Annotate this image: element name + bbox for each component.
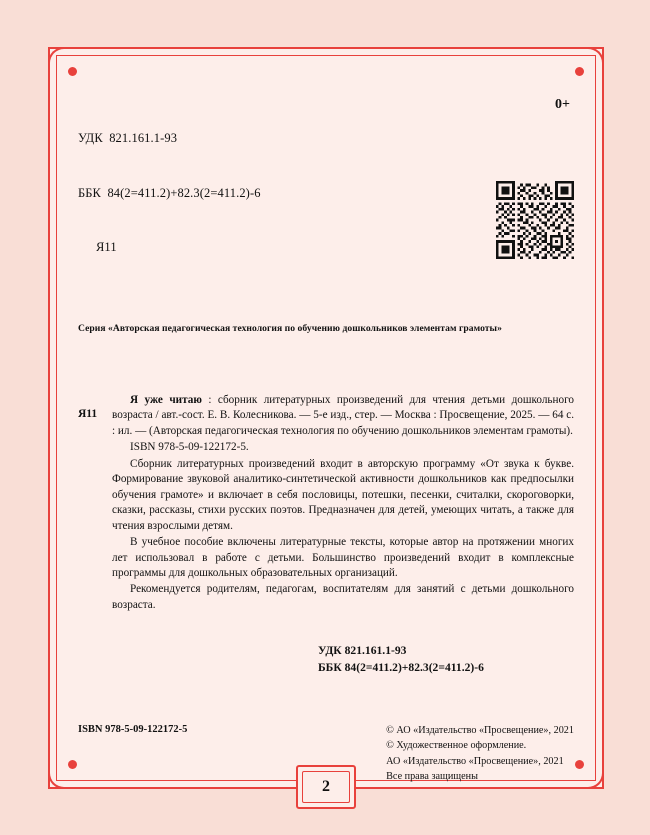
qr-code <box>496 181 574 259</box>
copyright-block <box>386 723 574 784</box>
annotation-paragraph-3: Рекомендуется родителям, педагогам, воспитателям для занятий с детьми дошкольного возраста. <box>112 583 574 611</box>
bibliographic-description <box>78 393 574 613</box>
udk-code-repeat: УДК 821.161.1-93 <box>318 644 407 657</box>
page-content <box>78 93 574 782</box>
footer-isbn: ISBN 978-5-09-122172-5 <box>78 724 188 735</box>
corner-ornament-top-right-icon <box>568 47 604 83</box>
corner-dot-top-left-icon <box>68 67 77 76</box>
book-page <box>48 47 604 795</box>
page-number <box>296 765 356 809</box>
copyright-line-2: © Художественное оформление. <box>386 740 527 752</box>
corner-ornament-top-left-icon <box>48 47 84 83</box>
title-statement <box>112 393 574 439</box>
copyright-line-4: Все права защищены <box>386 770 478 782</box>
corner-dot-bottom-left-icon <box>68 760 77 769</box>
bbk-code: ББК 84(2=411.2)+82.3(2=411.2)-6 <box>78 185 261 200</box>
series-title: Серия «Авторская педагогическая технология по обучению дошкольников элементам грамоты» <box>78 323 502 334</box>
classification-repeat <box>318 643 484 677</box>
copyright-line-1: © АО «Издательство «Просвещение», 2021 <box>386 725 574 736</box>
shelf-mark: Я11 <box>78 408 98 420</box>
classification-codes <box>78 93 261 292</box>
shelf-code: Я11 <box>96 240 117 254</box>
age-rating-badge: 0+ <box>555 97 570 112</box>
corner-dot-top-right-icon <box>575 67 584 76</box>
copyright-line-3: АО «Издательство «Просвещение», 2021 <box>386 755 564 767</box>
isbn-line: ISBN 978-5-09-122172-5. <box>130 441 249 454</box>
page-number-value: 2 <box>322 778 330 795</box>
bbk-code-repeat: ББК 84(2=411.2)+82.3(2=411.2)-6 <box>318 660 484 674</box>
udk-code: УДК 821.161.1-93 <box>78 131 178 146</box>
annotation-paragraph-2: В учебное пособие включены литературные тексты, которые автор на протяжении многих лет использовал в работе с детьми. Большинство произведений входит в комплексные программы для дошкольных образовательных организаций. <box>112 536 574 579</box>
annotation-paragraph-1: Сборник литературных произведений входит в авторскую программу «От звука к букве. Формирование звуковой аналитико-синтетической активности дошкольников как предпосылки обучения грамоте» и включает в себя пословицы, потешки, песенки, считалки, скороговорки, сказки, рассказы, стихи русских поэтов. Предназначен для детей, умеющих читать, а также для чтения взрослыми детям. <box>112 457 574 532</box>
book-title: Я уже читаю <box>130 394 202 406</box>
title-details: : сборник литературных произведений для чтения детьми дошкольного возраста / авт.-сост. Е. В. Колесникова. — 5-е изд., стер. — Москва : Просвещение, 2025. — 64 с. : ил. — (Авторская педагогическая технология по обучению дошкольников элементам грамоты). <box>112 394 574 437</box>
corner-dot-bottom-right-icon <box>575 760 584 769</box>
description-text <box>112 393 574 613</box>
